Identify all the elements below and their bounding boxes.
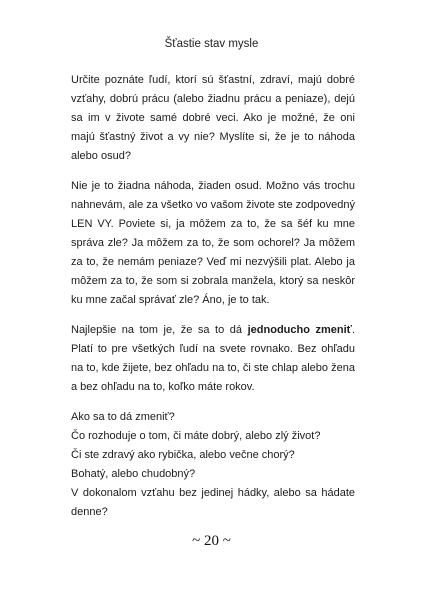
page-number: ~ 20 ~ xyxy=(192,533,231,549)
emphasis-text: jednoducho zmeniť xyxy=(247,324,352,336)
question-line: Či ste zdravý ako rybička, alebo večne chorý? xyxy=(71,449,295,461)
question-line: Ako sa to dá zmeniť? xyxy=(71,411,175,423)
running-header: Šťastie stav mysle xyxy=(164,38,259,50)
body-text xyxy=(71,71,355,522)
question-line: Čo rozhoduje o tom, či máte dobrý, alebo zlý život? xyxy=(71,430,321,442)
questions-block xyxy=(71,408,355,522)
paragraph-3-after: . Platí to pre všetkých ľudí na svete rovnako. Bez ohľadu na to, kde žijete, bez ohľadu na to, či ste chlap alebo žena a bez ohľadu na to, koľko máte rokov. xyxy=(71,324,356,393)
question-line: Bohatý, alebo chudobný? xyxy=(71,468,196,480)
paragraph-3-before: Najlepšie na tom je, že sa to dá xyxy=(71,324,248,336)
paragraph-1: Určite poznáte ľudí, ktorí sú šťastní, zdraví, majú dobré vzťahy, dobrú prácu (alebo žiadnu prácu a peniaze), dejú sa im v živote samé dobré veci. Ako je možné, že oni majú šťastný život a vy nie? Myslíte si, že je to náhoda alebo osud? xyxy=(71,74,355,162)
paragraph-2: Nie je to žiadna náhoda, žiaden osud. Možno vás trochu nahnevám, ale za všetko vo vašom živote ste zodpovedný LEN VY. Poviete si, ja môžem za to, že sa šéf ku mne správa zle? Ja môžem za to, že som ochorel? Ja môžem za to, že nemám peniaze? Veď mi nezvýšili plat. Alebo ja môžem za to, že som si zobrala manžela, ktorý sa neskôr ku mne začal správať zle? Áno, je to tak. xyxy=(71,180,355,306)
paragraph-3 xyxy=(71,321,355,397)
question-line: V dokonalom vzťahu bez jedinej hádky, alebo sa hádate denne? xyxy=(71,487,355,518)
